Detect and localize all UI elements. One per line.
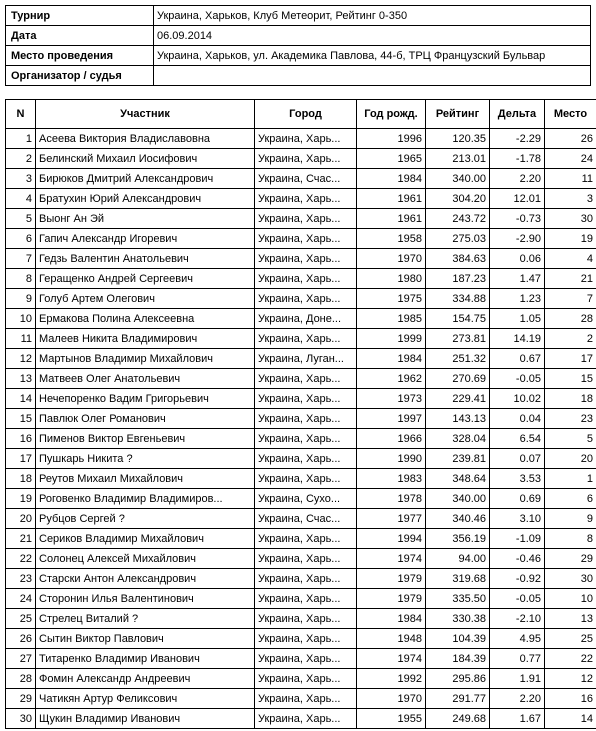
cell-delta: 0.07 xyxy=(490,449,545,469)
cell-city: Украина, Доне... xyxy=(255,309,357,329)
col-header-delta: Дельта xyxy=(490,100,545,129)
cell-place: 19 xyxy=(545,229,596,249)
cell-participant: Голуб Артем Олегович xyxy=(36,289,255,309)
cell-birth-year: 1997 xyxy=(357,409,426,429)
cell-number: 27 xyxy=(6,649,36,669)
cell-city: Украина, Счас... xyxy=(255,169,357,189)
cell-number: 15 xyxy=(6,409,36,429)
table-row xyxy=(6,349,596,369)
cell-city: Украина, Харь... xyxy=(255,249,357,269)
table-row xyxy=(6,629,596,649)
cell-participant: Солонец Алексей Михайлович xyxy=(36,549,255,569)
cell-delta: 1.47 xyxy=(490,269,545,289)
info-row xyxy=(6,46,591,66)
cell-delta: -2.90 xyxy=(490,229,545,249)
cell-city: Украина, Харь... xyxy=(255,649,357,669)
cell-number: 11 xyxy=(6,329,36,349)
cell-place: 3 xyxy=(545,189,596,209)
cell-place: 17 xyxy=(545,349,596,369)
cell-rating: 334.88 xyxy=(426,289,490,309)
cell-delta: -0.05 xyxy=(490,369,545,389)
cell-birth-year: 1979 xyxy=(357,569,426,589)
cell-city: Украина, Харь... xyxy=(255,149,357,169)
cell-birth-year: 1975 xyxy=(357,289,426,309)
table-row xyxy=(6,329,596,349)
cell-delta: 1.05 xyxy=(490,309,545,329)
cell-city: Украина, Харь... xyxy=(255,329,357,349)
col-header-city: Город xyxy=(255,100,357,129)
cell-number: 17 xyxy=(6,449,36,469)
cell-number: 22 xyxy=(6,549,36,569)
cell-number: 26 xyxy=(6,629,36,649)
cell-number: 30 xyxy=(6,709,36,729)
cell-delta: 14.19 xyxy=(490,329,545,349)
cell-place: 6 xyxy=(545,489,596,509)
cell-birth-year: 1990 xyxy=(357,449,426,469)
cell-city: Украина, Харь... xyxy=(255,129,357,149)
table-row xyxy=(6,129,596,149)
cell-number: 10 xyxy=(6,309,36,329)
cell-place: 30 xyxy=(545,569,596,589)
cell-rating: 348.64 xyxy=(426,469,490,489)
cell-rating: 319.68 xyxy=(426,569,490,589)
cell-city: Украина, Харь... xyxy=(255,589,357,609)
info-row xyxy=(6,6,591,26)
cell-city: Украина, Харь... xyxy=(255,469,357,489)
cell-city: Украина, Харь... xyxy=(255,229,357,249)
cell-delta: 0.04 xyxy=(490,409,545,429)
cell-place: 1 xyxy=(545,469,596,489)
cell-participant: Мартынов Владимир Михайлович xyxy=(36,349,255,369)
cell-delta: 0.77 xyxy=(490,649,545,669)
cell-rating: 143.13 xyxy=(426,409,490,429)
cell-delta: 2.20 xyxy=(490,689,545,709)
table-row xyxy=(6,529,596,549)
cell-participant: Сторонин Илья Валентинович xyxy=(36,589,255,609)
cell-place: 28 xyxy=(545,309,596,329)
cell-delta: -1.78 xyxy=(490,149,545,169)
cell-number: 3 xyxy=(6,169,36,189)
cell-rating: 356.19 xyxy=(426,529,490,549)
table-row xyxy=(6,449,596,469)
cell-birth-year: 1996 xyxy=(357,129,426,149)
cell-delta: -0.05 xyxy=(490,589,545,609)
cell-number: 1 xyxy=(6,129,36,149)
cell-birth-year: 1973 xyxy=(357,389,426,409)
cell-place: 23 xyxy=(545,409,596,429)
results-header xyxy=(6,100,596,129)
cell-participant: Роговенко Владимир Владимиров... xyxy=(36,489,255,509)
cell-birth-year: 1999 xyxy=(357,329,426,349)
table-row xyxy=(6,249,596,269)
cell-place: 18 xyxy=(545,389,596,409)
cell-birth-year: 1977 xyxy=(357,509,426,529)
cell-birth-year: 1970 xyxy=(357,689,426,709)
cell-place: 15 xyxy=(545,369,596,389)
cell-number: 7 xyxy=(6,249,36,269)
cell-rating: 340.00 xyxy=(426,169,490,189)
table-row xyxy=(6,149,596,169)
cell-city: Украина, Харь... xyxy=(255,389,357,409)
table-row xyxy=(6,689,596,709)
table-row xyxy=(6,169,596,189)
cell-delta: 4.95 xyxy=(490,629,545,649)
cell-delta: 2.20 xyxy=(490,169,545,189)
cell-number: 8 xyxy=(6,269,36,289)
cell-rating: 340.46 xyxy=(426,509,490,529)
cell-participant: Сериков Владимир Михайлович xyxy=(36,529,255,549)
cell-number: 29 xyxy=(6,689,36,709)
cell-delta: 1.23 xyxy=(490,289,545,309)
header-row xyxy=(6,100,596,129)
cell-city: Украина, Харь... xyxy=(255,369,357,389)
cell-birth-year: 1955 xyxy=(357,709,426,729)
info-label: Место проведения xyxy=(6,46,154,66)
table-row xyxy=(6,189,596,209)
cell-participant: Геращенко Андрей Сергеевич xyxy=(36,269,255,289)
cell-place: 7 xyxy=(545,289,596,309)
cell-place: 8 xyxy=(545,529,596,549)
cell-place: 14 xyxy=(545,709,596,729)
cell-participant: Выонг Ан Эй xyxy=(36,209,255,229)
cell-participant: Стрелец Виталий ? xyxy=(36,609,255,629)
cell-number: 18 xyxy=(6,469,36,489)
cell-rating: 291.77 xyxy=(426,689,490,709)
cell-delta: 1.91 xyxy=(490,669,545,689)
cell-place: 30 xyxy=(545,209,596,229)
info-label: Турнир xyxy=(6,6,154,26)
cell-participant: Братухин Юрий Александрович xyxy=(36,189,255,209)
cell-delta: -2.29 xyxy=(490,129,545,149)
cell-birth-year: 1965 xyxy=(357,149,426,169)
col-header-number: N xyxy=(6,100,36,129)
cell-rating: 243.72 xyxy=(426,209,490,229)
cell-delta: 0.69 xyxy=(490,489,545,509)
cell-number: 6 xyxy=(6,229,36,249)
cell-participant: Бирюков Дмитрий Александрович xyxy=(36,169,255,189)
cell-delta: 6.54 xyxy=(490,429,545,449)
cell-birth-year: 1966 xyxy=(357,429,426,449)
cell-birth-year: 1983 xyxy=(357,469,426,489)
cell-birth-year: 1974 xyxy=(357,549,426,569)
cell-rating: 120.35 xyxy=(426,129,490,149)
table-row xyxy=(6,409,596,429)
cell-participant: Малеев Никита Владимирович xyxy=(36,329,255,349)
cell-place: 25 xyxy=(545,629,596,649)
cell-place: 20 xyxy=(545,449,596,469)
cell-place: 2 xyxy=(545,329,596,349)
table-row xyxy=(6,229,596,249)
cell-delta: -0.46 xyxy=(490,549,545,569)
info-label: Организатор / судья xyxy=(6,66,154,86)
info-row xyxy=(6,26,591,46)
cell-participant: Реутов Михаил Михайлович xyxy=(36,469,255,489)
table-row xyxy=(6,309,596,329)
cell-delta: 10.02 xyxy=(490,389,545,409)
cell-number: 4 xyxy=(6,189,36,209)
cell-participant: Гедзь Валентин Анатольевич xyxy=(36,249,255,269)
col-header-place: Место xyxy=(545,100,596,129)
cell-rating: 335.50 xyxy=(426,589,490,609)
cell-number: 13 xyxy=(6,369,36,389)
cell-number: 16 xyxy=(6,429,36,449)
cell-birth-year: 1984 xyxy=(357,169,426,189)
cell-city: Украина, Харь... xyxy=(255,549,357,569)
cell-birth-year: 1992 xyxy=(357,669,426,689)
cell-place: 11 xyxy=(545,169,596,189)
cell-birth-year: 1958 xyxy=(357,229,426,249)
cell-birth-year: 1994 xyxy=(357,529,426,549)
table-row xyxy=(6,709,596,729)
cell-rating: 340.00 xyxy=(426,489,490,509)
cell-number: 2 xyxy=(6,149,36,169)
cell-city: Украина, Харь... xyxy=(255,289,357,309)
cell-place: 22 xyxy=(545,649,596,669)
cell-city: Украина, Луган... xyxy=(255,349,357,369)
col-header-birth-year: Год рожд. xyxy=(357,100,426,129)
cell-rating: 273.81 xyxy=(426,329,490,349)
col-header-rating: Рейтинг xyxy=(426,100,490,129)
info-value: 06.09.2014 xyxy=(154,26,591,46)
cell-delta: -2.10 xyxy=(490,609,545,629)
cell-participant: Пименов Виктор Евгеньевич xyxy=(36,429,255,449)
cell-participant: Чатикян Артур Феликсович xyxy=(36,689,255,709)
cell-birth-year: 1984 xyxy=(357,609,426,629)
cell-participant: Матвеев Олег Анатольевич xyxy=(36,369,255,389)
cell-participant: Щукин Владимир Иванович xyxy=(36,709,255,729)
cell-birth-year: 1979 xyxy=(357,589,426,609)
results-body xyxy=(6,129,596,729)
cell-rating: 229.41 xyxy=(426,389,490,409)
cell-place: 24 xyxy=(545,149,596,169)
cell-rating: 184.39 xyxy=(426,649,490,669)
cell-number: 28 xyxy=(6,669,36,689)
cell-rating: 304.20 xyxy=(426,189,490,209)
cell-delta: 12.01 xyxy=(490,189,545,209)
cell-number: 12 xyxy=(6,349,36,369)
cell-birth-year: 1948 xyxy=(357,629,426,649)
cell-rating: 104.39 xyxy=(426,629,490,649)
cell-rating: 251.32 xyxy=(426,349,490,369)
cell-participant: Гапич Александр Игоревич xyxy=(36,229,255,249)
cell-rating: 154.75 xyxy=(426,309,490,329)
cell-city: Украина, Харь... xyxy=(255,429,357,449)
cell-place: 5 xyxy=(545,429,596,449)
cell-participant: Нечепоренко Вадим Григорьевич xyxy=(36,389,255,409)
cell-number: 20 xyxy=(6,509,36,529)
cell-birth-year: 1984 xyxy=(357,349,426,369)
cell-participant: Пушкарь Никита ? xyxy=(36,449,255,469)
cell-participant: Старски Антон Александрович xyxy=(36,569,255,589)
cell-rating: 330.38 xyxy=(426,609,490,629)
cell-birth-year: 1974 xyxy=(357,649,426,669)
col-header-participant: Участник xyxy=(36,100,255,129)
cell-participant: Павлюк Олег Романович xyxy=(36,409,255,429)
cell-delta: 3.53 xyxy=(490,469,545,489)
cell-participant: Титаренко Владимир Иванович xyxy=(36,649,255,669)
tournament-info-body xyxy=(6,6,591,86)
cell-birth-year: 1962 xyxy=(357,369,426,389)
cell-participant: Фомин Александр Андреевич xyxy=(36,669,255,689)
cell-place: 4 xyxy=(545,249,596,269)
cell-birth-year: 1961 xyxy=(357,209,426,229)
results-table xyxy=(5,99,596,729)
cell-delta: 0.06 xyxy=(490,249,545,269)
cell-rating: 213.01 xyxy=(426,149,490,169)
cell-birth-year: 1980 xyxy=(357,269,426,289)
cell-delta: 3.10 xyxy=(490,509,545,529)
cell-rating: 239.81 xyxy=(426,449,490,469)
cell-number: 23 xyxy=(6,569,36,589)
cell-city: Украина, Харь... xyxy=(255,269,357,289)
cell-participant: Белинский Михаил Иосифович xyxy=(36,149,255,169)
cell-delta: -1.09 xyxy=(490,529,545,549)
cell-number: 19 xyxy=(6,489,36,509)
cell-rating: 94.00 xyxy=(426,549,490,569)
table-row xyxy=(6,569,596,589)
cell-city: Украина, Сухо... xyxy=(255,489,357,509)
cell-rating: 249.68 xyxy=(426,709,490,729)
cell-city: Украина, Харь... xyxy=(255,569,357,589)
cell-number: 25 xyxy=(6,609,36,629)
cell-rating: 384.63 xyxy=(426,249,490,269)
cell-birth-year: 1970 xyxy=(357,249,426,269)
table-row xyxy=(6,469,596,489)
cell-city: Украина, Харь... xyxy=(255,629,357,649)
tournament-info-table xyxy=(5,5,591,86)
cell-city: Украина, Харь... xyxy=(255,529,357,549)
cell-place: 10 xyxy=(545,589,596,609)
cell-participant: Ермакова Полина Алексеевна xyxy=(36,309,255,329)
cell-participant: Асеева Виктория Владиславовна xyxy=(36,129,255,149)
cell-number: 24 xyxy=(6,589,36,609)
cell-city: Украина, Харь... xyxy=(255,689,357,709)
cell-birth-year: 1985 xyxy=(357,309,426,329)
table-row xyxy=(6,609,596,629)
cell-delta: -0.92 xyxy=(490,569,545,589)
cell-number: 5 xyxy=(6,209,36,229)
table-row xyxy=(6,209,596,229)
table-row xyxy=(6,589,596,609)
cell-place: 21 xyxy=(545,269,596,289)
cell-number: 21 xyxy=(6,529,36,549)
cell-delta: 0.67 xyxy=(490,349,545,369)
table-row xyxy=(6,549,596,569)
info-label: Дата xyxy=(6,26,154,46)
cell-delta: 1.67 xyxy=(490,709,545,729)
table-row xyxy=(6,269,596,289)
cell-city: Украина, Харь... xyxy=(255,409,357,429)
cell-rating: 328.04 xyxy=(426,429,490,449)
cell-place: 29 xyxy=(545,549,596,569)
table-row xyxy=(6,489,596,509)
cell-number: 14 xyxy=(6,389,36,409)
cell-rating: 270.69 xyxy=(426,369,490,389)
info-value: Украина, Харьков, Клуб Метеорит, Рейтинг 0-350 xyxy=(154,6,591,26)
cell-city: Украина, Харь... xyxy=(255,189,357,209)
table-row xyxy=(6,509,596,529)
cell-city: Украина, Харь... xyxy=(255,209,357,229)
cell-rating: 187.23 xyxy=(426,269,490,289)
cell-city: Украина, Харь... xyxy=(255,669,357,689)
cell-city: Украина, Харь... xyxy=(255,609,357,629)
cell-participant: Рубцов Сергей ? xyxy=(36,509,255,529)
cell-place: 26 xyxy=(545,129,596,149)
cell-delta: -0.73 xyxy=(490,209,545,229)
cell-place: 12 xyxy=(545,669,596,689)
cell-birth-year: 1961 xyxy=(357,189,426,209)
table-row xyxy=(6,389,596,409)
cell-place: 16 xyxy=(545,689,596,709)
table-row xyxy=(6,289,596,309)
info-row xyxy=(6,66,591,86)
cell-participant: Сытин Виктор Павлович xyxy=(36,629,255,649)
table-row xyxy=(6,429,596,449)
cell-city: Украина, Счас... xyxy=(255,509,357,529)
info-value: Украина, Харьков, ул. Академика Павлова, 44-б, ТРЦ Французский Бульвар xyxy=(154,46,591,66)
table-row xyxy=(6,669,596,689)
cell-number: 9 xyxy=(6,289,36,309)
cell-birth-year: 1978 xyxy=(357,489,426,509)
table-row xyxy=(6,649,596,669)
cell-rating: 295.86 xyxy=(426,669,490,689)
info-value xyxy=(154,66,591,86)
cell-city: Украина, Харь... xyxy=(255,709,357,729)
cell-rating: 275.03 xyxy=(426,229,490,249)
table-row xyxy=(6,369,596,389)
cell-city: Украина, Харь... xyxy=(255,449,357,469)
cell-place: 9 xyxy=(545,509,596,529)
cell-place: 13 xyxy=(545,609,596,629)
